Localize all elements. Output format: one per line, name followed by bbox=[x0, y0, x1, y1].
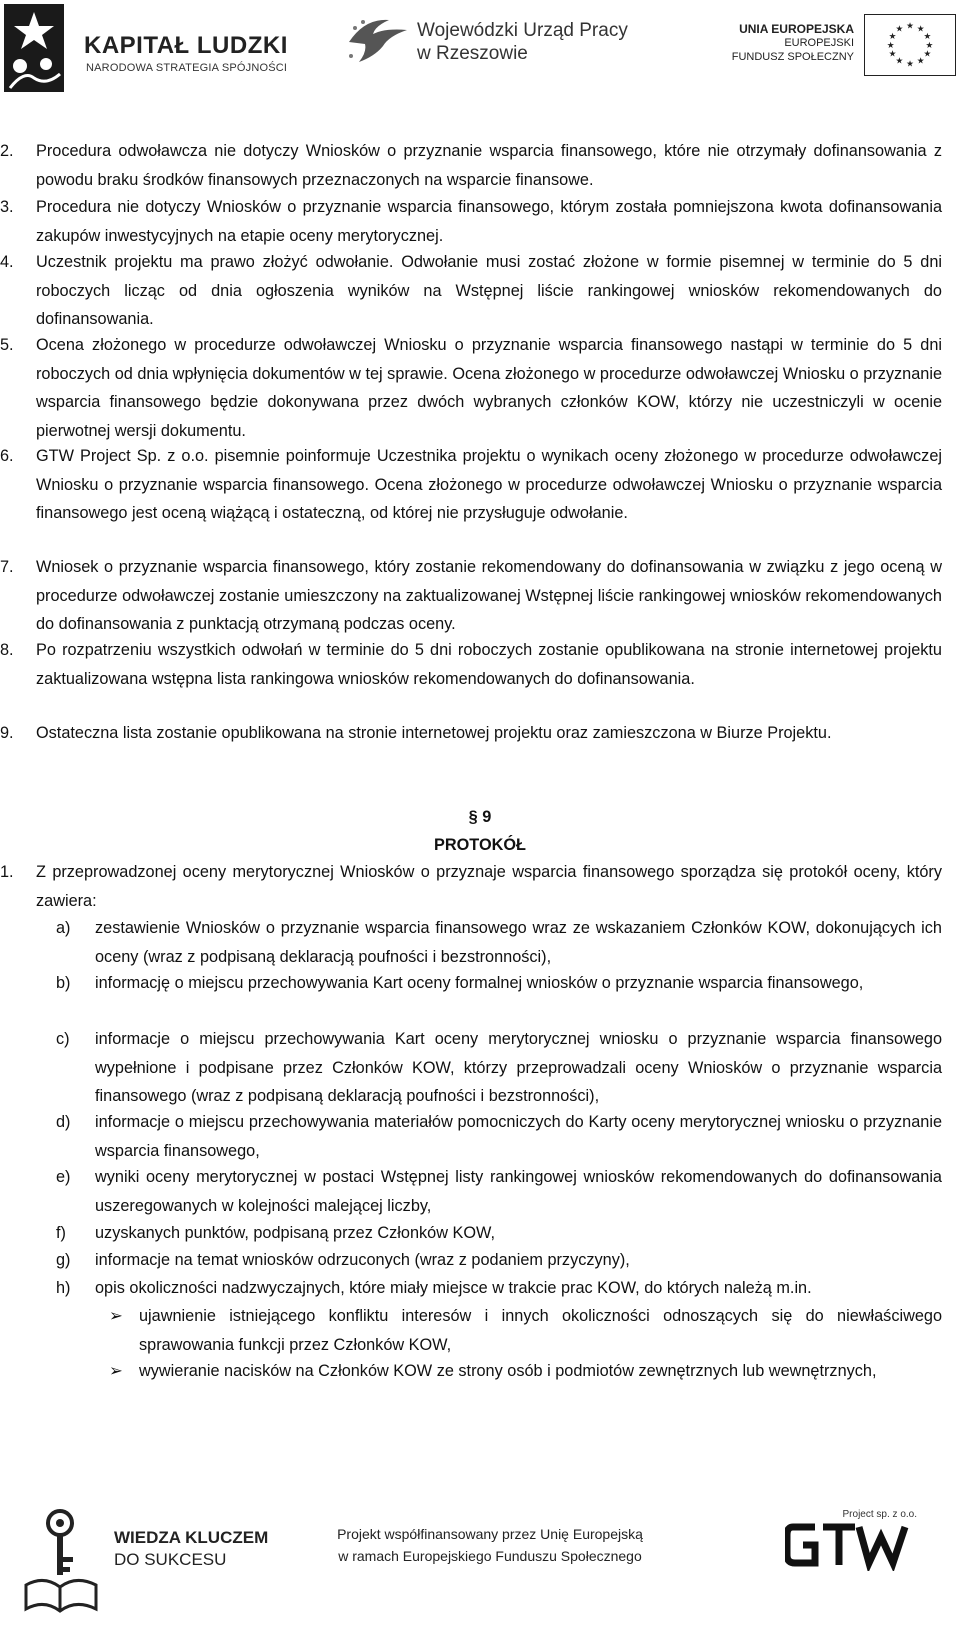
wiedza-kluczem-line1: WIEDZA KLUCZEM bbox=[114, 1528, 269, 1547]
sub-item-label: d) bbox=[56, 1113, 71, 1131]
sub-item-text: informacje o miejscu przechowywania Kart oceny merytorycznej wniosku o przyznanie wsparcia finansowego wypełnione i podpisane przez Członków KOW, którzy przeprowadzali oceny Wniosków o przyznanie wsparcia finansowego (wraz z podpisaną deklaracją poufności i bezstronności), bbox=[95, 1030, 942, 1105]
list-item bbox=[0, 719, 942, 748]
wup-name-line1: Wojewódzki Urząd Pracy bbox=[417, 20, 628, 41]
kapital-ludzki-subtitle: NARODOWA STRATEGIA SPÓJNOŚCI bbox=[86, 62, 288, 74]
cofinancing-line1: Projekt współfinansowany przez Unię Europejską bbox=[337, 1526, 643, 1542]
sub-item-text: informacje o miejscu przechowywania materiałów pomocniczych do Karty oceny merytorycznej wniosku o przyznanie wsparcia finansowego, bbox=[95, 1113, 942, 1160]
item-number: 3. bbox=[0, 198, 14, 216]
wup-rzeszow-logo bbox=[345, 12, 635, 72]
item-text: Ostateczna lista zostanie opublikowana na stronie internetowej projektu oraz zamieszczona w Biurze Projektu. bbox=[36, 724, 832, 742]
sub-item-label: a) bbox=[56, 919, 71, 937]
page-footer bbox=[0, 1505, 960, 1625]
ue-text-block bbox=[732, 22, 854, 64]
cofinancing-note bbox=[300, 1523, 680, 1567]
svg-text:★: ★ bbox=[895, 24, 904, 35]
ue-line3: FUNDUSZ SPOŁECZNY bbox=[731, 51, 854, 63]
gtw-wordmark-icon bbox=[785, 1519, 910, 1571]
list-item bbox=[0, 137, 942, 194]
svg-text:★: ★ bbox=[895, 56, 904, 67]
sub-list-item bbox=[56, 1108, 942, 1165]
sub-list-item bbox=[56, 1274, 942, 1303]
svg-text:★: ★ bbox=[906, 59, 914, 70]
list-item bbox=[0, 636, 942, 693]
item-text: Uczestnik projektu ma prawo złożyć odwołanie. Odwołanie musi zostać złożone w formie pisemnej w terminie do 5 dni roboczych licząc od dnia ogłoszenia wyników na Wstępnej liście rankingowej wniosków rekomendowanych do dofinansowania. bbox=[36, 253, 942, 328]
svg-text:★: ★ bbox=[916, 56, 925, 67]
wiedza-kluczem-logo bbox=[20, 1505, 290, 1620]
svg-text:★: ★ bbox=[923, 49, 932, 60]
item-text: Procedura odwoławcza nie dotyczy Wniosków o przyznanie wsparcia finansowego, które nie otrzymały dofinansowania z powodu braku środków finansowych przeznaczonych na wsparcie finansowe. bbox=[36, 142, 942, 189]
section-title: PROTOKÓŁ bbox=[434, 836, 526, 854]
kapital-ludzki-logo bbox=[0, 4, 300, 92]
sub-item-text: wyniki oceny merytorycznej w postaci Wstępnej listy rankingowej wniosków rekomendowanych do dofinansowania uszeregowanych w kolejności malejącej liczby, bbox=[95, 1168, 942, 1215]
sub-item-text: informację o miejscu przechowywania Kart oceny formalnej wniosków o przyznanie wsparcia finansowego, bbox=[95, 974, 864, 992]
item-text: Procedura nie dotyczy Wniosków o przyznanie wsparcia finansowego, którym została pomniejszona kwota dofinansowania zakupów inwestycyjnych na etapie oceny merytorycznej. bbox=[36, 198, 942, 245]
item-number: 5. bbox=[0, 336, 14, 354]
ue-line1: UNIA EUROPEJSKA bbox=[739, 22, 854, 36]
sub-item-label: b) bbox=[56, 974, 71, 992]
page-header bbox=[0, 0, 960, 95]
sub-list-item bbox=[56, 969, 942, 998]
wiedza-kluczem-line2: DO SUKCESU bbox=[114, 1550, 227, 1569]
list-item bbox=[0, 193, 942, 250]
kapital-ludzki-title: KAPITAŁ LUDZKI bbox=[84, 32, 288, 59]
svg-text:★: ★ bbox=[925, 40, 934, 51]
bullet-item bbox=[109, 1302, 942, 1359]
list-item bbox=[0, 248, 942, 334]
item-text: Z przeprowadzonej oceny merytorycznej Wniosków o przyznaje wsparcia finansowego sporządza się protokół oceny, który zawiera: bbox=[36, 863, 942, 910]
item-number: 8. bbox=[0, 641, 14, 659]
kapital-ludzki-emblem-icon bbox=[4, 4, 64, 92]
wup-bird-icon bbox=[345, 12, 411, 68]
eu-flag-icon bbox=[864, 14, 956, 76]
item-number: 4. bbox=[0, 253, 14, 271]
svg-text:★: ★ bbox=[888, 49, 897, 60]
wup-name-line2: w Rzeszowie bbox=[417, 43, 528, 64]
item-text: Wniosek o przyznanie wsparcia finansowego, który zostanie rekomendowany do dofinansowania w związku z jego oceną w procedurze odwoławczej zostanie umieszczony na zaktualizowanej Wstępnej liście rankingowej wniosków rekomendowanych do dofinansowania z punktacją otrzymaną podczas oceny. bbox=[36, 558, 942, 633]
svg-text:★: ★ bbox=[916, 24, 925, 35]
item-text: Po rozpatrzeniu wszystkich odwołań w terminie do 5 dni roboczych zostanie opublikowana na stronie internetowej projektu zaktualizowana wstępna lista rankingowa wniosków rekomendowanych do dofinansowania. bbox=[36, 641, 942, 688]
item-number: 1. bbox=[0, 863, 14, 881]
sub-list-item bbox=[56, 1163, 942, 1220]
item-text: GTW Project Sp. z o.o. pisemnie poinformuje Uczestnika projektu o wynikach oceny złożonego w procedurze odwoławczej Wniosku o przyznanie wsparcia finansowego. Ocena złożonego w procedurze odwoławczej Wniosku o przyznanie wsparcia finansowego jest oceną wiążącą i ostateczną, od której nie przysługuje odwołanie. bbox=[36, 447, 942, 522]
svg-text:★: ★ bbox=[923, 32, 932, 43]
bullet-item bbox=[109, 1357, 942, 1386]
bullet-text: ujawnienie istniejącego konfliktu interesów i innych okoliczności odnoszących się do niewłaściwego sprawowania funkcji przez Członków KOW, bbox=[139, 1307, 942, 1354]
svg-text:★: ★ bbox=[906, 21, 914, 32]
sub-list-item bbox=[56, 1025, 942, 1111]
bullet-text: wywieranie nacisków na Członków KOW ze strony osób i podmiotów zewnętrznych lub wewnętrznych, bbox=[139, 1362, 877, 1380]
gtw-logo bbox=[785, 1509, 945, 1573]
svg-text:★: ★ bbox=[888, 32, 897, 43]
sub-list-item bbox=[56, 1219, 942, 1248]
sub-item-label: h) bbox=[56, 1279, 71, 1297]
arrow-bullet-icon: ➢ bbox=[109, 1362, 123, 1380]
arrow-bullet-icon: ➢ bbox=[109, 1307, 123, 1325]
cofinancing-line2: w ramach Europejskiego Funduszu Społecznego bbox=[338, 1548, 642, 1564]
gtw-company-suffix: Project sp. z o.o. bbox=[842, 1509, 917, 1520]
sub-list-item bbox=[56, 1246, 942, 1275]
sub-item-label: c) bbox=[56, 1030, 70, 1048]
unia-europejska-logo bbox=[731, 14, 960, 78]
svg-text:★: ★ bbox=[886, 40, 895, 51]
item-number: 6. bbox=[0, 447, 14, 465]
item-number: 7. bbox=[0, 558, 14, 576]
section-mark: § 9 bbox=[468, 808, 492, 826]
list-item bbox=[0, 553, 942, 639]
sub-item-text: zestawienie Wniosków o przyznanie wsparcia finansowego wraz ze wskazaniem Członków KOW, dokonujących ich oceny (wraz z podpisaną deklaracją poufności i bezstronności), bbox=[95, 919, 942, 966]
sub-item-text: uzyskanych punktów, podpisaną przez Członków KOW, bbox=[95, 1224, 495, 1242]
sub-item-text: informacje na temat wniosków odrzuconych (wraz z podaniem przyczyny), bbox=[95, 1251, 630, 1269]
list-item bbox=[0, 331, 942, 445]
key-book-icon bbox=[20, 1505, 102, 1617]
protocol-item bbox=[0, 858, 942, 915]
sub-item-label: e) bbox=[56, 1168, 71, 1186]
sub-item-text: opis okoliczności nadzwyczajnych, które miały miejsce w trakcie prac KOW, do których należą m.in. bbox=[95, 1279, 812, 1297]
sub-item-label: f) bbox=[56, 1224, 66, 1242]
list-item bbox=[0, 442, 942, 528]
item-number: 2. bbox=[0, 142, 14, 160]
item-number: 9. bbox=[0, 724, 14, 742]
sub-list-item bbox=[56, 914, 942, 971]
ue-line2: EUROPEJSKI bbox=[784, 37, 854, 49]
sub-item-label: g) bbox=[56, 1251, 71, 1269]
item-text: Ocena złożonego w procedurze odwoławczej Wniosku o przyznanie wsparcia finansowego nastąpi w terminie do 5 dni roboczych od dnia wpłynięcia dokumentów w tej sprawie. Ocena złożonego w procedurze odwoławczej Wniosku o przyznanie wsparcia finansowego będzie dokonywana przez dwóch wybranych członków KOW, którzy nie uczestniczyli w ocenie pierwotnej wersji dokumentu. bbox=[36, 336, 942, 440]
